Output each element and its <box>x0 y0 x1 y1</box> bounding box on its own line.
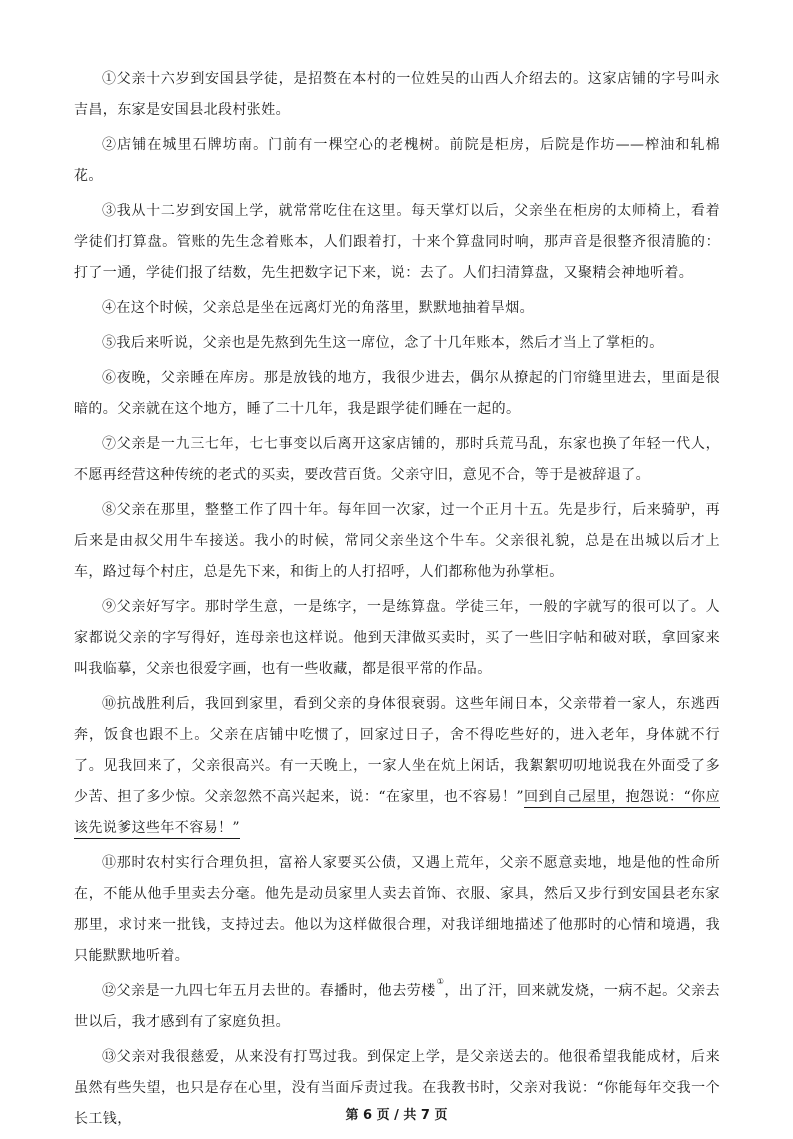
footnote-marker: ① <box>436 977 445 986</box>
paragraph-7: ⑦父亲是一九三七年，七七事变以后离开这家店铺的，那时兵荒马乱，东家也换了年轻一代人，不愿再经营这种传统的老式的买卖，要改营百货。父亲守旧，意见不合，等于是被辞退了。 <box>74 436 720 483</box>
paragraph-6: ⑥夜晚，父亲睡在库房。那是放钱的地方，我很少进去，偶尔从撩起的门帘缝里进去，里面是很暗的。父亲就在这个地方，睡了二十几年，我是跟学徒们睡在一起的。 <box>74 370 720 417</box>
paragraph-11: ⑪那时农村实行合理负担，富裕人家要买公债，又遇上荒年，父亲不愿意卖地，地是他的性命所在，不能从他手里卖去分毫。他先是动员家里人卖去首饰、衣服、家具，然后又步行到安国县老东家那里，求讨来一批钱，支持过去。他以为这样做很合理，对我详细地描述了他那时的心情和境遇，我只能默默地听着。 <box>74 855 720 964</box>
paragraph-12 <box>74 976 720 1038</box>
article-body <box>74 64 720 1139</box>
paragraph-1: ①父亲十六岁到安国县学徒，是招赘在本村的一位姓吴的山西人介绍去的。这家店铺的字号叫永吉昌，东家是安国县北段村张姓。 <box>74 71 720 118</box>
paragraph-3: ③我从十二岁到安国上学，就常常吃住在这里。每天掌灯以后，父亲坐在柜房的太师椅上，看着学徒们打算盘。管账的先生念着账本，人们跟着打，十来个算盘同时响，那声音是很整齐很清脆的：打了一通，学徒们报了结数，先生把数字记下来，说：去了。人们扫清算盘，又聚精会神地听着。 <box>74 203 720 281</box>
paragraph-5: ⑤我后来听说，父亲也是先熬到先生这一席位，念了十几年账本，然后才当上了掌柜的。 <box>102 335 664 351</box>
paragraph-10 <box>74 689 720 844</box>
page-footer: 第 6 页 / 共 7 页 <box>345 1108 448 1123</box>
paragraph-9: ⑨父亲好写字。那时学生意，一是练字，一是练算盘。学徒三年，一般的字就写的很可以了。人家都说父亲的字写得好，连母亲也这样说。他到天津做买卖时，买了一些旧字帖和破对联，拿回家来叫我临摹，父亲也很爱字画，也有一些收藏，都是很平常的作品。 <box>74 599 720 677</box>
paragraph-12-text-a: ⑫父亲是一九四七年五月去世的。春播时，他去劳楼 <box>102 983 436 999</box>
paragraph-4: ④在这个时候，父亲总是坐在远离灯光的角落里，默默地抽着旱烟。 <box>102 300 534 316</box>
underlined-sentence: 回到自己屋里，抱怨说：“你应该先说爹这些年不容易！” <box>74 789 720 839</box>
paragraph-10-text: ⑩抗战胜利后，我回到家里，看到父亲的身体很衰弱。这些年闹日本，父亲带着一家人，东逃西奔，饭食也跟不上。父亲在店铺中吃惯了，回家过日子，舍不得吃些好的，进入老年，身体就不行了。见我回来了，父亲很高兴。有一天晚上，一家人坐在炕上闲话，我絮絮叨叨地说我在外面受了多少苦、担了多少惊。父亲忽然不高兴起来，说：“在家里，也不容易！” <box>74 696 720 805</box>
paragraph-12-text-b: ，出了汗，回来就发烧，一病不起。父亲去世以后，我才感到有了家庭负担。 <box>74 983 720 1030</box>
paragraph-8: ⑧父亲在那里，整整工作了四十年。每年回一次家，过一个正月十五。先是步行，后来骑驴，再后来是由叔父用牛车接送。我小的时候，常同父亲坐这个牛车。父亲很礼貌，总是在出城以后才上车，路过每个村庄，总是先下来，和街上的人打招呼，人们都称他为孙掌柜。 <box>74 502 720 580</box>
paragraph-13: ⑬父亲对我很慈爱，从来没有打骂过我。到保定上学，是父亲送去的。他很希望我能成材，后来虽然有些失望，也只是存在心里，没有当面斥责过我。在我教书时，父亲对我说：“你能每年交我一个长工钱， <box>74 1049 720 1127</box>
paragraph-2: ②店铺在城里石牌坊南。门前有一棵空心的老槐树。前院是柜房，后院是作坊——榨油和轧棉花。 <box>74 137 720 184</box>
